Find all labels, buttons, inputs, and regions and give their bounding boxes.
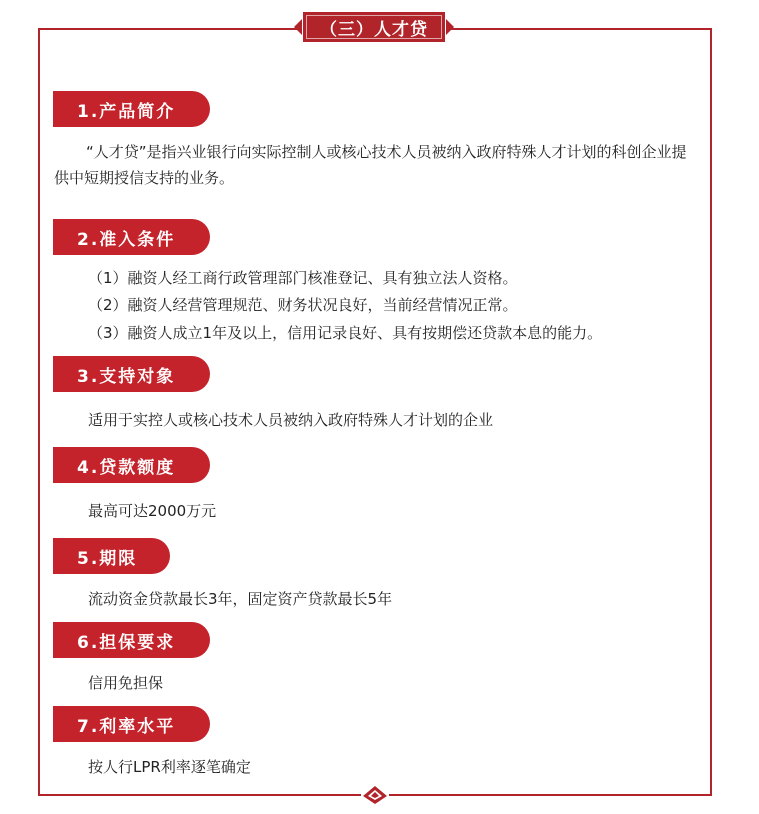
section-heading-label: 2.准入条件 xyxy=(77,229,176,250)
amount-text: 最高可达2000万元 xyxy=(88,502,217,520)
section-heading-guarantee xyxy=(53,622,210,658)
term-text: 流动资金贷款最长3年，固定资产贷款最长5年 xyxy=(88,590,393,608)
page-title-banner xyxy=(302,11,446,43)
rate-text: 按人行LPR利率逐笔确定 xyxy=(88,758,251,776)
eligibility-item-3: （3）融资人成立1年及以上，信用记录良好、具有按期偿还贷款本息的能力。 xyxy=(88,324,603,342)
eligibility-item-2: （2）融资人经营管理规范、财务状况良好，当前经营情况正常。 xyxy=(88,296,518,314)
section-heading-label: 7.利率水平 xyxy=(77,716,176,737)
section-heading-target xyxy=(53,356,210,392)
section-heading-rate xyxy=(53,706,210,742)
banner-right-notch xyxy=(446,19,454,35)
section-heading-amount xyxy=(53,447,210,483)
target-text: 适用于实控人或核心技术人员被纳入政府特殊人才计划的企业 xyxy=(88,411,494,429)
section-heading-label: 4.贷款额度 xyxy=(77,457,176,478)
diamond-ornament-icon xyxy=(361,786,389,804)
section-heading-label: 6.担保要求 xyxy=(77,632,176,653)
section-heading-label: 1.产品简介 xyxy=(77,101,176,122)
section-heading-eligibility xyxy=(53,219,210,255)
banner-left-notch xyxy=(294,19,302,35)
section-heading-term xyxy=(53,538,170,574)
section-heading-label: 3.支持对象 xyxy=(77,366,176,387)
page-title: （三）人才贷 xyxy=(320,19,428,40)
eligibility-item-1: （1）融资人经工商行政管理部门核准登记、具有独立法人资格。 xyxy=(88,269,518,287)
guarantee-text: 信用免担保 xyxy=(88,674,164,692)
section-heading-label: 5.期限 xyxy=(77,548,138,569)
intro-paragraph: “人才贷”是指兴业银行向实际控制人或核心技术人员被纳入政府特殊人才计划的科创企业提供中短期授信支持的业务。 xyxy=(54,143,687,187)
section-heading-intro xyxy=(53,91,210,127)
